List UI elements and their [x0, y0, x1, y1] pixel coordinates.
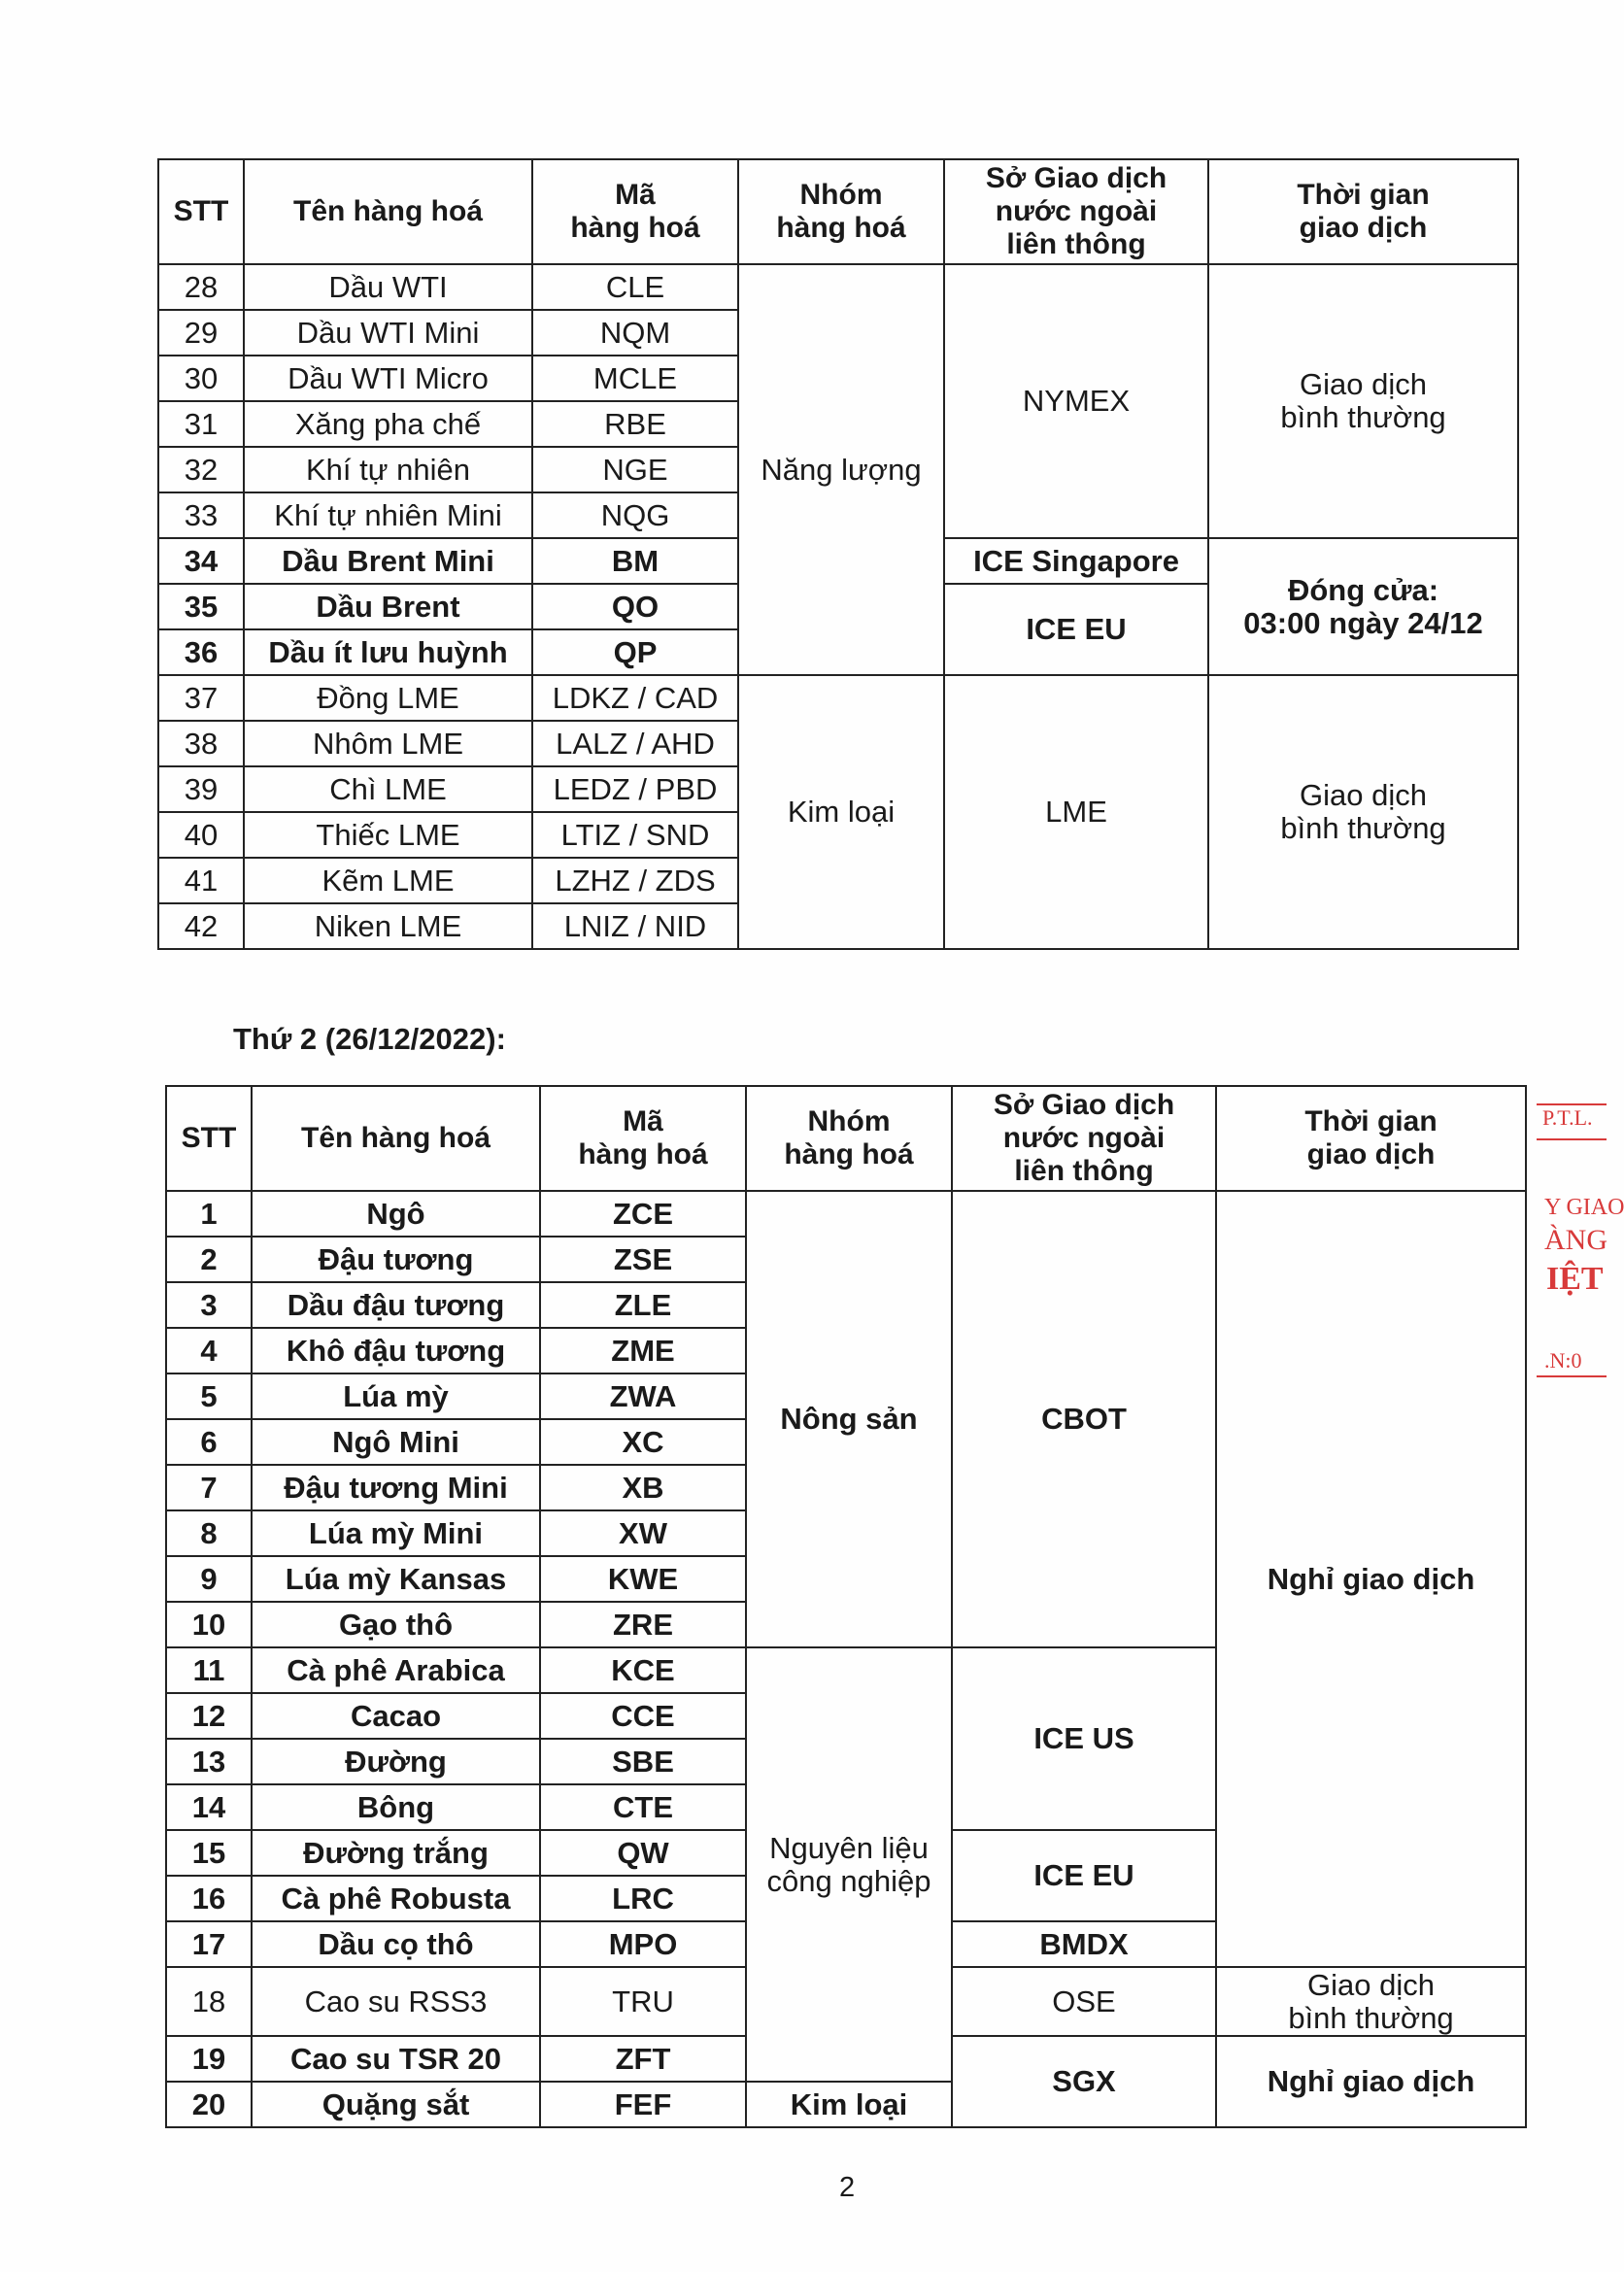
group-energy: Năng lượng	[738, 264, 944, 675]
time-halt: Nghỉ giao dịch	[1216, 1191, 1526, 1967]
row-stt: 9	[166, 1556, 252, 1602]
row-stt: 1	[166, 1191, 252, 1237]
row-stt: 16	[166, 1876, 252, 1921]
row-stt: 40	[158, 812, 244, 858]
row-code: ZWA	[540, 1373, 746, 1419]
row-name: Cà phê Robusta	[252, 1876, 540, 1921]
row-name: Ngô Mini	[252, 1419, 540, 1465]
row-code: QP	[532, 629, 738, 675]
row-name: Đường	[252, 1739, 540, 1784]
row-name: Cacao	[252, 1693, 540, 1739]
header-code: Mã hàng hoá	[540, 1086, 746, 1191]
row-stt: 37	[158, 675, 244, 721]
row-stt: 4	[166, 1328, 252, 1373]
row-stt: 42	[158, 903, 244, 949]
row-code: XW	[540, 1510, 746, 1556]
row-code: ZME	[540, 1328, 746, 1373]
row-code: NQM	[532, 310, 738, 356]
exchange-ice-eu: ICE EU	[944, 584, 1208, 675]
row-stt: 34	[158, 538, 244, 584]
time-normal: Giao dịch bình thường	[1216, 1967, 1526, 2036]
row-name: Cao su RSS3	[252, 1967, 540, 2036]
row-name: Dầu cọ thô	[252, 1921, 540, 1967]
table-monday	[165, 1085, 1527, 2128]
stamp-text: .N:0	[1544, 1348, 1582, 1373]
row-name: Quặng sắt	[252, 2082, 540, 2127]
row-stt: 38	[158, 721, 244, 766]
table-row	[166, 1191, 1526, 1237]
row-stt: 8	[166, 1510, 252, 1556]
row-code: XC	[540, 1419, 746, 1465]
exchange-cbot: CBOT	[952, 1191, 1216, 1647]
row-name: Khí tự nhiên Mini	[244, 492, 532, 538]
exchange-nymex: NYMEX	[944, 264, 1208, 538]
row-stt: 31	[158, 401, 244, 447]
row-stt: 3	[166, 1282, 252, 1328]
row-code: LZHZ / ZDS	[532, 858, 738, 903]
exchange-ice-singapore: ICE Singapore	[944, 538, 1208, 584]
row-name: Đậu tương Mini	[252, 1465, 540, 1510]
exchange-ice-us: ICE US	[952, 1647, 1216, 1830]
row-name: Lúa mỳ	[252, 1373, 540, 1419]
table-energy-metal	[157, 158, 1519, 950]
row-code: FEF	[540, 2082, 746, 2127]
exchange-ice-eu: ICE EU	[952, 1830, 1216, 1921]
row-code: LDKZ / CAD	[532, 675, 738, 721]
row-code: NQG	[532, 492, 738, 538]
row-stt: 15	[166, 1830, 252, 1876]
row-name: Đường trắng	[252, 1830, 540, 1876]
row-code: CLE	[532, 264, 738, 310]
row-code: LRC	[540, 1876, 746, 1921]
table-row	[158, 264, 1518, 310]
page-number: 2	[839, 2172, 856, 2203]
group-industrial: Nguyên liệu công nghiệp	[746, 1647, 952, 2082]
row-code: TRU	[540, 1967, 746, 2036]
row-name: Nhôm LME	[244, 721, 532, 766]
time-normal: Giao dịch bình thường	[1208, 675, 1518, 949]
row-code: ZCE	[540, 1191, 746, 1237]
stamp-text: IỆT	[1546, 1261, 1604, 1297]
row-name: Lúa mỳ Kansas	[252, 1556, 540, 1602]
row-name: Thiếc LME	[244, 812, 532, 858]
exchange-sgx: SGX	[952, 2036, 1216, 2127]
row-name: Khí tự nhiên	[244, 447, 532, 492]
row-code: LALZ / AHD	[532, 721, 738, 766]
row-stt: 33	[158, 492, 244, 538]
row-code: MCLE	[532, 356, 738, 401]
row-name: Ngô	[252, 1191, 540, 1237]
stamp-text: Y GIAO	[1544, 1195, 1624, 1220]
row-stt: 18	[166, 1967, 252, 2036]
row-name: Dầu ít lưu huỳnh	[244, 629, 532, 675]
time-close: Đóng cửa: 03:00 ngày 24/12	[1208, 538, 1518, 675]
header-time: Thời gian giao dịch	[1208, 159, 1518, 264]
row-stt: 41	[158, 858, 244, 903]
exchange-bmdx: BMDX	[952, 1921, 1216, 1967]
row-stt: 20	[166, 2082, 252, 2127]
row-stt: 7	[166, 1465, 252, 1510]
row-stt: 32	[158, 447, 244, 492]
group-metal: Kim loại	[738, 675, 944, 949]
group-agri: Nông sản	[746, 1191, 952, 1647]
row-stt: 11	[166, 1647, 252, 1693]
row-name: Xăng pha chế	[244, 401, 532, 447]
row-stt: 35	[158, 584, 244, 629]
row-name: Dầu đậu tương	[252, 1282, 540, 1328]
time-halt: Nghỉ giao dịch	[1216, 2036, 1526, 2127]
row-code: BM	[532, 538, 738, 584]
row-name: Đậu tương	[252, 1237, 540, 1282]
stamp-text: ÀNG	[1544, 1224, 1607, 1256]
row-code: KCE	[540, 1647, 746, 1693]
header-group: Nhóm hàng hoá	[738, 159, 944, 264]
row-code: NGE	[532, 447, 738, 492]
row-stt: 39	[158, 766, 244, 812]
row-stt: 14	[166, 1784, 252, 1830]
row-stt: 19	[166, 2036, 252, 2082]
exchange-lme: LME	[944, 675, 1208, 949]
stamp-text: P.T.L.	[1542, 1105, 1593, 1130]
row-code: ZLE	[540, 1282, 746, 1328]
row-code: QO	[532, 584, 738, 629]
row-code: KWE	[540, 1556, 746, 1602]
row-stt: 13	[166, 1739, 252, 1784]
row-name: Chì LME	[244, 766, 532, 812]
row-stt: 5	[166, 1373, 252, 1419]
row-code: MPO	[540, 1921, 746, 1967]
header-name: Tên hàng hoá	[244, 159, 532, 264]
header-exchange: Sở Giao dịch nước ngoài liên thông	[944, 159, 1208, 264]
row-name: Bông	[252, 1784, 540, 1830]
row-code: CCE	[540, 1693, 746, 1739]
row-stt: 12	[166, 1693, 252, 1739]
row-name: Khô đậu tương	[252, 1328, 540, 1373]
row-name: Kẽm LME	[244, 858, 532, 903]
row-name: Cao su TSR 20	[252, 2036, 540, 2082]
row-stt: 30	[158, 356, 244, 401]
stamp-border-line	[1537, 1138, 1607, 1140]
row-stt: 2	[166, 1237, 252, 1282]
row-code: ZSE	[540, 1237, 746, 1282]
row-code: LNIZ / NID	[532, 903, 738, 949]
row-stt: 6	[166, 1419, 252, 1465]
section-caption: Thứ 2 (26/12/2022):	[233, 1022, 506, 1056]
header-group: Nhóm hàng hoá	[746, 1086, 952, 1191]
row-code: LTIZ / SND	[532, 812, 738, 858]
header-name: Tên hàng hoá	[252, 1086, 540, 1191]
row-name: Dầu WTI Micro	[244, 356, 532, 401]
row-name: Dầu WTI	[244, 264, 532, 310]
row-code: SBE	[540, 1739, 746, 1784]
row-name: Lúa mỳ Mini	[252, 1510, 540, 1556]
row-stt: 29	[158, 310, 244, 356]
group-metal: Kim loại	[746, 2082, 952, 2127]
time-normal: Giao dịch bình thường	[1208, 264, 1518, 538]
header-stt: STT	[166, 1086, 252, 1191]
row-code: LEDZ / PBD	[532, 766, 738, 812]
row-name: Gạo thô	[252, 1602, 540, 1647]
company-stamp	[1537, 1090, 1624, 1381]
table-row	[158, 675, 1518, 721]
row-code: RBE	[532, 401, 738, 447]
row-code: ZFT	[540, 2036, 746, 2082]
header-stt: STT	[158, 159, 244, 264]
row-stt: 10	[166, 1602, 252, 1647]
row-name: Dầu WTI Mini	[244, 310, 532, 356]
row-stt: 36	[158, 629, 244, 675]
row-code: ZRE	[540, 1602, 746, 1647]
header-time: Thời gian giao dịch	[1216, 1086, 1526, 1191]
header-code: Mã hàng hoá	[532, 159, 738, 264]
stamp-border-line	[1537, 1375, 1607, 1377]
row-name: Dầu Brent Mini	[244, 538, 532, 584]
row-stt: 28	[158, 264, 244, 310]
row-name: Đồng LME	[244, 675, 532, 721]
row-name: Cà phê Arabica	[252, 1647, 540, 1693]
row-name: Dầu Brent	[244, 584, 532, 629]
row-code: CTE	[540, 1784, 746, 1830]
row-stt: 17	[166, 1921, 252, 1967]
row-code: QW	[540, 1830, 746, 1876]
row-name: Niken LME	[244, 903, 532, 949]
row-code: XB	[540, 1465, 746, 1510]
header-exchange: Sở Giao dịch nước ngoài liên thông	[952, 1086, 1216, 1191]
exchange-ose: OSE	[952, 1967, 1216, 2036]
